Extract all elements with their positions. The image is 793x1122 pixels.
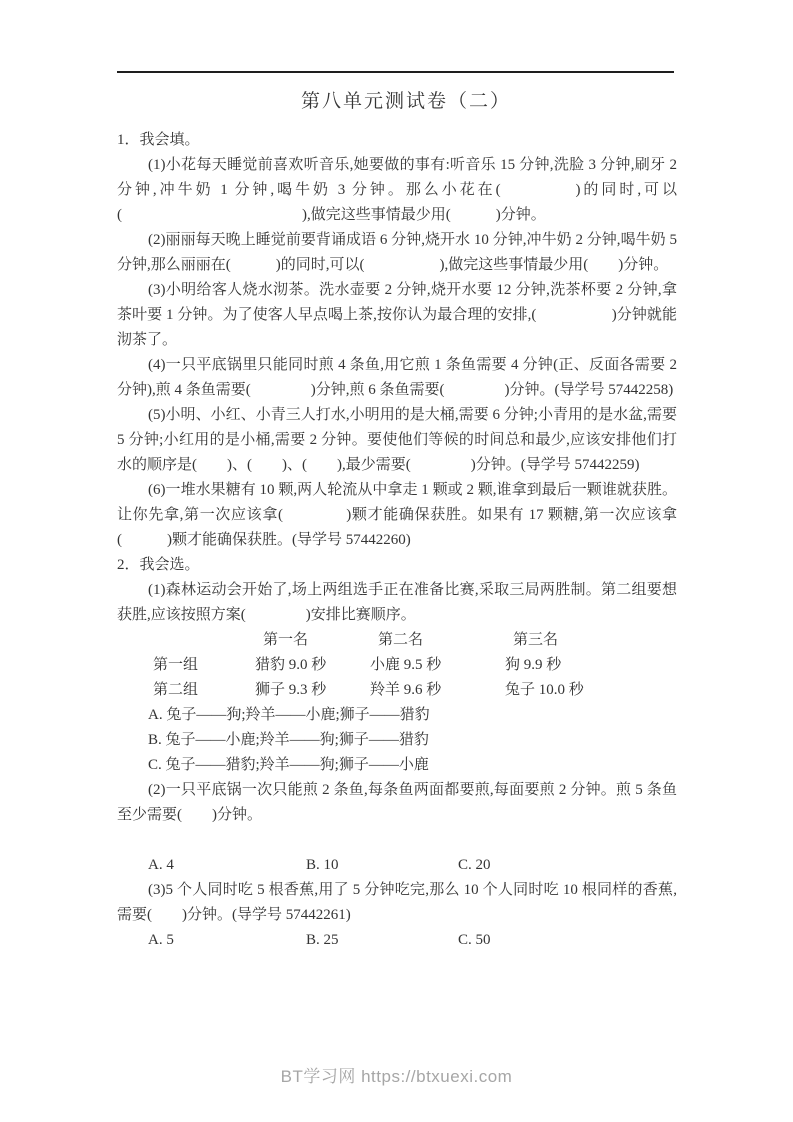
q2-heading: 2．我会选。 [117,557,200,573]
table-row [117,678,677,703]
q2-3-option-c: C. 50 [458,932,491,948]
race-table-corner-cell [153,628,255,653]
race-table-row2-label: 第二组 [153,682,199,698]
race-table-row1-cell1: 猎豹 9.0 秒 [255,657,327,673]
q1-item-5: (5)小明、小红、小青三人打水,小明用的是大桶,需要 6 分钟;小青用的是水盆,需要 5 分钟;小红用的是小桶,需要 2 分钟。要使他们等候的时间总和最少,应该安排他们打水的顺序是( )、( )、( ),最少需要( )分钟。(导学号 57442259) [117,407,677,473]
race-table-row1-cell3: 狗 9.9 秒 [505,657,562,673]
q1-item-2: (2)丽丽每天晚上睡觉前要背诵成语 6 分钟,烧开水 10 分钟,冲牛奶 2 分钟,喝牛奶 5 分钟,那么丽丽在( )的同时,可以( ),做完这些事情最少用( )分钟。 [117,232,677,273]
q2-1-option-c: C. 兔子——猎豹;羚羊——狗;狮子——小鹿 [148,757,429,773]
race-table-row1-cell2: 小鹿 9.5 秒 [370,657,442,673]
q2-1-option-a: A. 兔子——狗;羚羊——小鹿;狮子——猎豹 [148,707,430,723]
page-title: 第八单元测试卷（二） [300,91,511,112]
q1-heading: 1．我会填。 [117,132,200,148]
q1-item-4: (4)一只平底锅里只能同时煎 4 条鱼,用它煎 1 条鱼需要 4 分钟(正、反面各需要 2 分钟),煎 4 条鱼需要( )分钟,煎 6 条鱼需要( )分钟。(导学号 57442258) [117,357,677,398]
q2-2-option-a: A. 4 [148,857,174,873]
q1-item-6: (6)一堆水果糖有 10 颗,两人轮流从中拿走 1 颗或 2 颗,谁拿到最后一颗谁就获胜。让你先拿,第一次应该拿( )颗才能确保获胜。如果有 17 颗糖,第一次应该拿( )颗才能确保获胜。(导学号 57442260) [117,482,677,548]
race-table-row2-cell1: 狮子 9.3 秒 [255,682,327,698]
q2-item-2: (2)一只平底锅一次只能煎 2 条鱼,每条鱼两面都要煎,每面要煎 2 分钟。煎 5 条鱼至少需要( )分钟。 [117,782,677,823]
q1-item-1: (1)小花每天睡觉前喜欢听音乐,她要做的事有:听音乐 15 分钟,洗脸 3 分钟,刷牙 2 分钟,冲牛奶 1 分钟,喝牛奶 3 分钟。那么小花在( )的同时,可以( ),做完这些事情最少用( )分钟。 [117,157,677,223]
race-table-header-row [117,628,677,653]
table-row [117,653,677,678]
q2-3-options-row [117,928,677,953]
race-table-header-third: 第三名 [513,632,559,648]
race-table-header-first: 第一名 [263,632,309,648]
paper-content [117,0,677,953]
q2-2-option-c: C. 20 [458,857,491,873]
q1-item-3: (3)小明给客人烧水沏茶。洗水壶要 2 分钟,烧开水要 12 分钟,洗茶杯要 2 分钟,拿茶叶要 1 分钟。为了使客人早点喝上茶,按你认为最合理的安排,( )分钟就能沏茶了。 [117,282,677,348]
race-table-row1-label: 第一组 [153,657,199,673]
race-table-row2-cell3: 兔子 10.0 秒 [505,682,584,698]
race-table-header-second: 第二名 [378,632,424,648]
header-rule [117,71,674,73]
q2-2-options-row [117,853,677,878]
q2-3-option-a: A. 5 [148,932,174,948]
q2-3-option-b: B. 25 [306,932,339,948]
q2-item-3: (3)5 个人同时吃 5 根香蕉,用了 5 分钟吃完,那么 10 个人同时吃 10 根同样的香蕉,需要( )分钟。(导学号 57442261) [117,882,677,923]
q2-1-option-b: B. 兔子——小鹿;羚羊——狗;狮子——猎豹 [148,732,429,748]
footer-watermark: BT学习网 https://btxuexi.com [280,1067,513,1086]
q2-item-1: (1)森林运动会开始了,场上两组选手正在准备比赛,采取三局两胜制。第二组要想获胜,应该按照方案( )安排比赛顺序。 [117,582,677,623]
race-table-row2-cell2: 羚羊 9.6 秒 [370,682,442,698]
race-results-table [117,628,677,703]
q2-2-option-b: B. 10 [306,857,339,873]
